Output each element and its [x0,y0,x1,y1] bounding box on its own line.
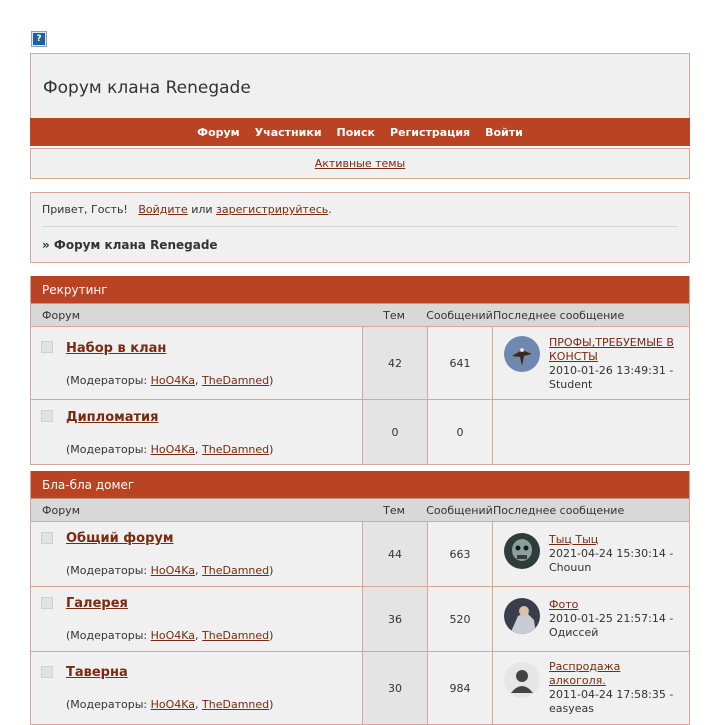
last-post-link[interactable]: Распродажа алкоголя. [549,660,621,687]
category-title[interactable]: Рекрутинг [31,276,689,303]
forum-row [31,651,689,724]
last-post-link[interactable]: Тыц Тыц [549,533,599,546]
forum-link[interactable]: Общий форум [66,531,174,546]
column-last-post: Последнее сообщение [493,503,625,517]
forum-status-icon [41,666,53,678]
forum-status-icon [41,532,53,544]
topic-count: 30 [362,652,428,724]
category-title[interactable]: Бла-бла домег [31,471,689,498]
post-count: 663 [428,522,493,586]
topic-count: 0 [362,400,428,464]
last-post-author: Chouun [549,561,592,574]
nav-register[interactable]: Регистрация [390,125,471,139]
post-count: 641 [428,327,493,399]
nav-members[interactable]: Участники [254,125,322,139]
forum-link[interactable]: Дипломатия [66,410,159,425]
forum-cell [31,400,362,464]
forum-status-icon [41,410,53,422]
period-text: . [328,203,332,216]
moderator-link[interactable]: HoO4Ka [150,564,196,577]
moderator-link[interactable]: TheDamned [202,564,270,577]
forum-cell [31,522,362,586]
nav-search[interactable]: Поиск [336,125,375,139]
forum-row [31,326,689,399]
forum-status-icon [41,341,53,353]
eagle-avatar[interactable] [504,336,540,372]
last-post-info [549,598,679,640]
last-post-info [549,533,679,575]
column-topics: Тем [383,308,405,322]
last-post-author: Student [549,378,593,391]
moderators: (Модераторы: HoO4Ka, TheDamned) [66,629,274,642]
column-forum: Форум [42,503,80,517]
column-topics: Тем [383,503,405,517]
last-post-date: 2021-04-24 15:30:14 - [549,547,674,560]
last-post-link[interactable]: ПРОФЫ,ТРЕБУЕМЫЕ В КОНСТЫ [549,336,674,363]
default-user-avatar[interactable] [504,662,540,698]
category-bla-bla [30,471,690,725]
last-post-cell [493,400,689,464]
forum-status-icon [41,597,53,609]
welcome-box [30,192,690,263]
last-post-link[interactable]: Фото [549,598,579,611]
site-title: Форум клана Renegade [43,78,251,98]
last-post-cell [493,327,689,399]
post-count: 520 [428,587,493,651]
login-link[interactable]: Войдите [138,203,188,216]
last-post-author: easyeas [549,702,594,715]
moderator-link[interactable]: TheDamned [202,698,270,711]
nav-forum[interactable]: Форум [197,125,240,139]
greeting-text: Привет, Гость! [42,203,128,216]
main-navigation [30,118,690,146]
column-forum: Форум [42,308,80,322]
topic-count: 36 [362,587,428,651]
forum-cell [31,652,362,724]
forum-cell [31,587,362,651]
moderator-link[interactable]: HoO4Ka [150,629,196,642]
register-link[interactable]: зарегистрируйтесь [216,203,329,216]
divider [42,226,678,227]
last-post-cell [493,522,689,586]
column-posts: Сообщений [426,308,493,322]
moderator-link[interactable]: TheDamned [202,374,270,387]
forum-link[interactable]: Таверна [66,665,128,680]
forum-row [31,586,689,651]
last-post-date: 2011-04-24 17:58:35 - [549,688,674,701]
warrior-avatar[interactable] [504,598,540,634]
forum-link[interactable]: Набор в клан [66,341,167,356]
nav-login[interactable]: Войти [485,125,523,139]
last-post-date: 2010-01-25 21:57:14 - [549,612,674,625]
last-post-cell [493,652,689,724]
moderator-link[interactable]: TheDamned [202,629,270,642]
breadcrumb: » Форум клана Renegade [42,238,218,252]
topic-count: 42 [362,327,428,399]
sub-navigation [30,148,690,179]
last-post-info [549,660,679,716]
welcome-message [42,203,332,216]
forum-cell [31,327,362,399]
active-topics-link[interactable]: Активные темы [314,157,406,170]
forum-row [31,521,689,586]
moderators: (Модераторы: HoO4Ka, TheDamned) [66,698,274,711]
moderator-link[interactable]: HoO4Ka [150,443,196,456]
skull-avatar[interactable] [504,533,540,569]
forum-row [31,399,689,464]
category-recruiting [30,276,690,465]
help-icon[interactable]: ? [31,31,47,47]
column-last-post: Последнее сообщение [493,308,625,322]
last-post-info [549,336,679,392]
moderator-link[interactable]: HoO4Ka [150,698,196,711]
moderator-link[interactable]: HoO4Ka [150,374,196,387]
column-posts: Сообщений [426,503,493,517]
or-text: или [191,203,213,216]
forum-link[interactable]: Галерея [66,596,128,611]
moderators: (Модераторы: HoO4Ka, TheDamned) [66,374,274,387]
moderators: (Модераторы: HoO4Ka, TheDamned) [66,564,274,577]
last-post-cell [493,587,689,651]
moderator-link[interactable]: TheDamned [202,443,270,456]
forum-header [30,53,690,119]
topic-count: 44 [362,522,428,586]
column-headers [31,303,689,326]
last-post-author: Одиссей [549,626,599,639]
post-count: 0 [428,400,493,464]
moderators: (Модераторы: HoO4Ka, TheDamned) [66,443,274,456]
last-post-date: 2010-01-26 13:49:31 - [549,364,674,377]
column-headers [31,498,689,521]
post-count: 984 [428,652,493,724]
